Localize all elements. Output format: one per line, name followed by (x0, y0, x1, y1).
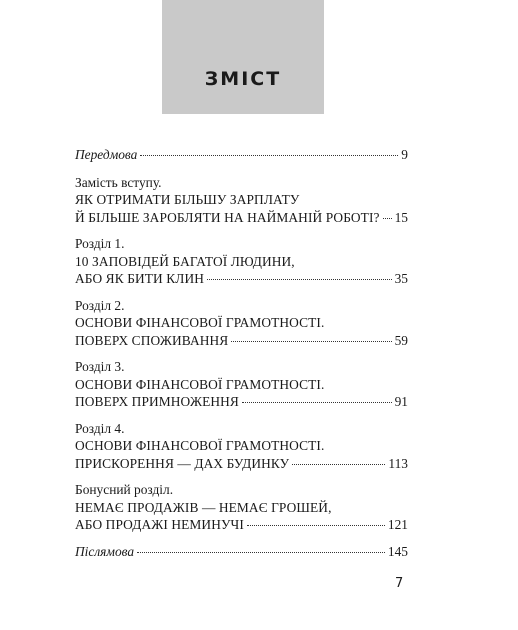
toc-chapter1-page: 35 (394, 271, 408, 286)
toc-chapter3-page: 91 (394, 394, 408, 409)
dot-leader (140, 155, 398, 156)
toc-entry-bonus[interactable] (75, 481, 408, 534)
toc-afterword-page: 145 (387, 543, 408, 559)
toc-entry-chapter4[interactable] (75, 420, 408, 473)
dot-leader (292, 464, 385, 465)
dot-leader (207, 279, 392, 280)
toc-chapter3-title-line1: ОСНОВИ ФІНАНСОВОЇ ГРАМОТНОСТІ. (75, 376, 325, 392)
dot-leader (247, 525, 385, 526)
title-box (162, 0, 324, 114)
toc-chapter4-title-line1: ОСНОВИ ФІНАНСОВОЇ ГРАМОТНОСТІ. (75, 438, 325, 453)
toc-chapter4-title-line2: ПРИСКОРЕННЯ — ДАХ БУДИНКУ (75, 455, 290, 471)
dot-leader (231, 341, 391, 342)
table-of-contents (75, 146, 408, 569)
toc-bonus-title-line2: АБО ПРОДАЖІ НЕМИНУЧІ (75, 517, 244, 532)
page-title: ЗМІСТ (204, 68, 282, 90)
toc-chapter2-page: 59 (394, 332, 408, 348)
toc-chapter2-label: Розділ 2. (75, 297, 125, 313)
toc-intro-title-line1: ЯК ОТРИМАТИ БІЛЬШУ ЗАРПЛАТУ (75, 192, 300, 207)
toc-bonus-page: 121 (387, 517, 408, 532)
dot-leader (137, 552, 385, 553)
toc-chapter3-label: Розділ 3. (75, 359, 125, 374)
toc-intro-label: Замість вступу. (75, 174, 162, 190)
toc-entry-intro[interactable] (75, 174, 408, 227)
page-number: 7 (395, 576, 404, 591)
toc-entry-chapter3[interactable] (75, 358, 408, 411)
toc-entry-chapter1[interactable] (75, 235, 408, 288)
toc-chapter1-label: Розділ 1. (75, 236, 125, 251)
toc-entry-chapter2[interactable] (75, 297, 408, 350)
toc-chapter4-label: Розділ 4. (75, 420, 125, 436)
toc-chapter2-title-line2: ПОВЕРХ СПОЖИВАННЯ (75, 332, 229, 348)
toc-chapter1-title-line1: 10 ЗАПОВІДЕЙ БАГАТОЇ ЛЮДИНИ, (75, 253, 295, 269)
dot-leader (242, 402, 392, 403)
toc-intro-title-line2: Й БІЛЬШЕ ЗАРОБЛЯТИ НА НАЙМАНІЙ РОБОТІ? (75, 209, 380, 225)
toc-entry-afterword[interactable] (75, 543, 408, 561)
toc-chapter2-title-line1: ОСНОВИ ФІНАНСОВОЇ ГРАМОТНОСТІ. (75, 315, 325, 330)
toc-bonus-label: Бонусний розділ. (75, 482, 174, 497)
toc-afterword-label: Післямова (75, 543, 135, 559)
toc-preface-label: Передмова (75, 147, 138, 162)
toc-preface-page: 9 (401, 147, 408, 162)
toc-bonus-title-line1: НЕМАЄ ПРОДАЖІВ — НЕМАЄ ГРОШЕЙ, (75, 499, 332, 515)
toc-chapter1-title-line2: АБО ЯК БИТИ КЛИН (75, 271, 205, 286)
toc-chapter3-title-line2: ПОВЕРХ ПРИМНОЖЕННЯ (75, 394, 239, 409)
toc-intro-page: 15 (394, 209, 408, 225)
toc-chapter4-page: 113 (388, 455, 408, 471)
toc-entry-preface[interactable] (75, 146, 408, 164)
dot-leader (383, 218, 392, 219)
